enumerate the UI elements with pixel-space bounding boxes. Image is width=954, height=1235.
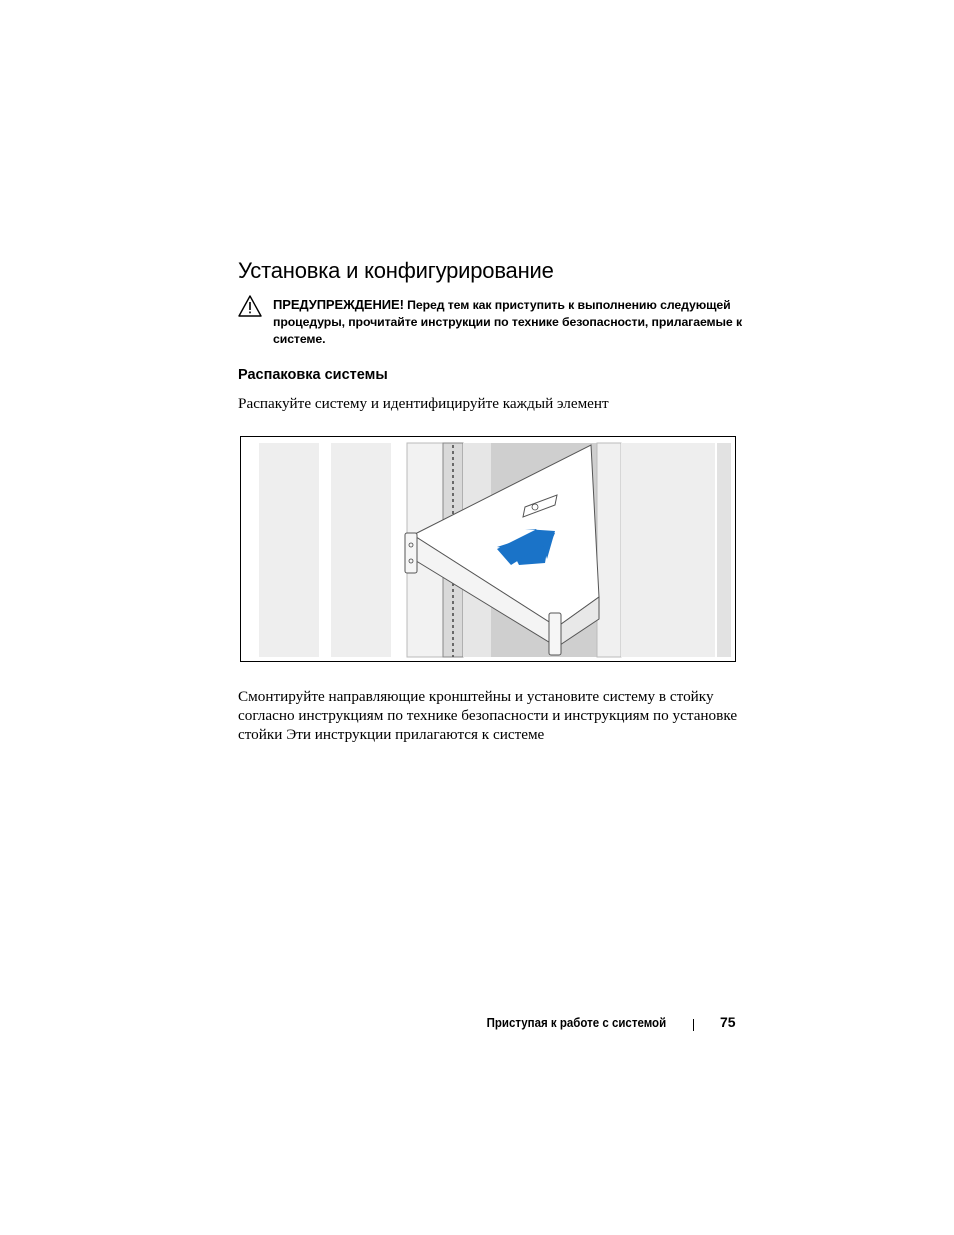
rack-install-figure	[240, 436, 736, 662]
page-number: 75	[720, 1014, 736, 1030]
section-title: Распаковка системы	[238, 367, 388, 383]
mount-paragraph: Смонтируйте направляющие кронштейны и установите систему в стойку согласно инструкциям по технике безопасности и инструкциям по установке стойки Эти инструкции прилагаются к системе	[238, 688, 738, 743]
warning-label: ПРЕДУПРЕЖДЕНИЕ!	[273, 297, 404, 312]
warning-text: Перед тем как приступить к выполнению следующей процедуры, прочитайте инструкции по технике безопасности, прилагаемые к системе.	[273, 298, 743, 346]
footer-separator	[693, 1019, 694, 1031]
warning-note	[273, 296, 743, 348]
unpack-paragraph: Распакуйте систему и идентифицируйте каждый элемент	[238, 395, 609, 412]
footer-chapter: Приступая к работе с системой	[486, 1016, 666, 1030]
warning-triangle-icon	[238, 295, 262, 317]
page-title: Установка и конфигурирование	[238, 258, 554, 283]
server-rack-install-illustration	[241, 437, 735, 661]
